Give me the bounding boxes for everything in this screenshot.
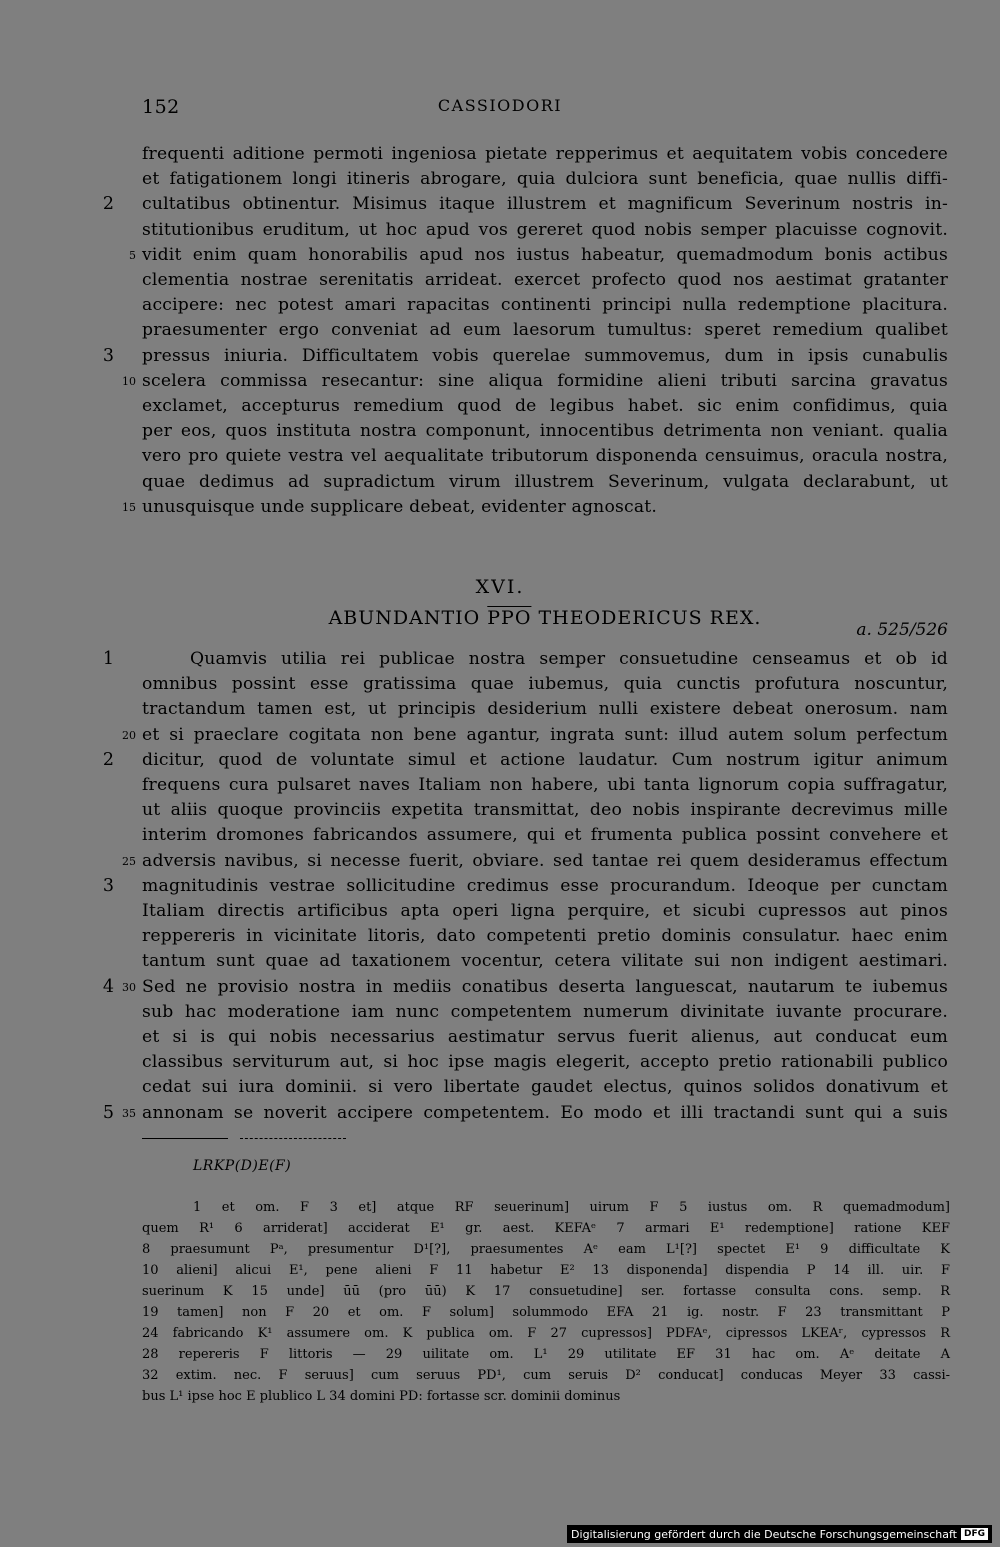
- text-line: vero pro quiete vestra vel aequalitate tributorum disponenda censuimus, oracula nostra,: [142, 446, 948, 467]
- text-line: cultatibus obtinentur. Misimus itaque illustrem et magnificum Severinum nostris in-: [142, 194, 948, 215]
- dfg-logo: DFG: [961, 1528, 988, 1540]
- letter-line: adversis navibus, si necesse fuerit, obviare. sed tantae rei quem desideramus effectum: [142, 850, 948, 871]
- chapter-heading: [0, 607, 1000, 629]
- letter-line: cedat sui iura dominii. si vero libertate gaudet electus, quinos solidos donativum et: [142, 1077, 948, 1098]
- apparatus-line: 24 fabricando K¹ assumere om. K publica om. F 27 cupressos] PDFAᵉ, cipressos LKEAʳ, cypressos R: [142, 1326, 950, 1341]
- text-line: pressus iniuria. Difficultatem vobis querelae summovemus, dum in ipsis cunabulis: [142, 345, 948, 366]
- text-line: unusquisque unde supplicare debeat, evidenter agnoscat.: [142, 496, 658, 517]
- apparatus-line: 8 praesumunt Pᵃ, presumentur D¹[?], praesumentes Aᵉ eam L¹[?] spectet E¹ 9 difficultate K: [142, 1242, 950, 1257]
- text-line: quae dedimus ad supradictum virum illustrem Severinum, vulgata declarabunt, ut: [142, 471, 948, 492]
- footer-text: Digitalisierung gefördert durch die Deutsche Forschungsgemeinschaft: [571, 1527, 957, 1541]
- text-line: clementia nostrae serenitatis arrideat. exercet profecto quod nos aestimat gratanter: [142, 270, 948, 290]
- apparatus-line: bus L¹ ipse hoc E plublico L 34 domini PD: fortasse scr. dominii dominus: [142, 1389, 621, 1404]
- letter-line: et si praeclare cogitata non bene agantur, ingrata sunt: illud autem solum perfectum: [142, 724, 948, 745]
- section-number: 2: [102, 194, 114, 215]
- letter-line: tractandum tamen est, ut principis desiderium nulli existere debeat onerosum. nam: [142, 699, 948, 720]
- line-number: 25: [122, 854, 136, 868]
- apparatus-line: suerinum K 15 unde] ūū (pro ūū) K 17 consuetudine] ser. fortasse consulta cons. semp. R: [142, 1284, 950, 1299]
- letter-line: Sed ne provisio nostra in mediis conatibus deserta languescat, nautarum te iubemus: [142, 976, 948, 997]
- letter-line: classibus serviturum aut, si hoc ipse magis elegerit, accepto pretio rationabili publico: [142, 1052, 948, 1073]
- letter-line: ut aliis quoque provinciis expetita transmittat, deo nobis inspirante decrevimus mille: [142, 800, 948, 821]
- chapter-numeral: XVI.: [475, 576, 525, 598]
- apparatus-line: 10 alieni] alicui E¹, pene alieni F 11 habetur E² 13 disponenda] dispendia P 14 ill. uir. F: [142, 1263, 950, 1278]
- letter-line: frequens cura pulsaret naves Italiam non habere, ubi tanta lignorum copia suffragatur,: [142, 775, 948, 795]
- letter-line: tantum sunt quae ad taxationem vocentur, cetera vilitate sui non indigent aestimari.: [142, 951, 948, 972]
- text-line: praesumenter ergo conveniat ad eum laesorum tumultus: speret remedium qualibet: [142, 320, 948, 341]
- line-number: 5: [129, 248, 136, 262]
- letter-line: interim dromones fabricandos assumere, qui et frumenta publica possint convehere et: [142, 825, 948, 846]
- line-number: 10: [122, 374, 136, 388]
- manuscript-sigla: LRKP(D)E(F): [193, 1158, 292, 1174]
- line-number: 30: [122, 980, 136, 994]
- apparatus-line: 28 repereris F littoris — 29 uilitate om. L¹ 29 utilitate EF 31 hac om. Aᵉ deitate A: [142, 1347, 950, 1362]
- letter-line: et si is qui nobis necessarius aestimatur servus fuerit alienus, aut conducat eum: [142, 1027, 948, 1047]
- line-number: 15: [122, 500, 136, 514]
- letter-line: reppereris in vicinitate litoris, dato competenti pretio dominis consulatur. haec enim: [142, 926, 948, 947]
- letter-line: magnitudinis vestrae sollicitudine credimus esse procurandum. Ideoque per cunctam: [142, 875, 948, 896]
- section-number: 2: [102, 749, 114, 770]
- footnote-rule-2: [240, 1138, 346, 1139]
- apparatus-line: 32 extim. nec. F seruus] cum seruus PD¹, cum seruis D² conducat] conducas Meyer 33 cassi-: [142, 1368, 950, 1383]
- running-title: CASSIODORI: [437, 96, 563, 115]
- letter-line: sub hac moderatione iam nunc competentem numerum divinitate iuvante procurare.: [142, 1001, 948, 1022]
- chapter-date: a. 525/526: [856, 620, 948, 640]
- text-line: frequenti aditione permoti ingeniosa pietate repperimus et aequitatem vobis concedere: [142, 144, 948, 164]
- text-line: et fatigationem longi itineris abrogare, quia dulciora sunt beneficia, quae nullis diffi-: [142, 169, 948, 190]
- section-number: 5: [102, 1102, 114, 1123]
- heading-sender: THEODERICUS REX.: [531, 607, 762, 629]
- digitization-footer: [567, 1525, 992, 1543]
- text-line: exclamet, accepturus remedium quod de legibus habet. sic enim confidimus, quia: [142, 396, 948, 416]
- text-line: accipere: nec potest amari rapacitas continenti principi nulla redemptione placitura.: [142, 295, 948, 316]
- line-number: 20: [122, 728, 136, 742]
- section-number: 3: [102, 345, 114, 366]
- line-number: 35: [122, 1106, 136, 1120]
- letter-line: annonam se noverit accipere competentem. Eo modo et illi tractandi sunt qui a suis: [142, 1102, 948, 1123]
- page-number: 152: [142, 96, 180, 118]
- text-line: vidit enim quam honorabilis apud nos iustus habeatur, quemadmodum bonis actibus: [142, 244, 948, 265]
- letter-line: dicitur, quod de voluntate simul et actione laudatur. Cum nostrum igitur animum: [142, 749, 948, 770]
- apparatus-line: 1 et om. F 3 et] atque RF seuerinum] uirum F 5 iustus om. R quemadmodum]: [193, 1200, 950, 1215]
- apparatus-line: quem R¹ 6 arriderat] acciderat E¹ gr. aest. KEFAᵉ 7 armari E¹ redemptione] ratione KEF: [142, 1221, 950, 1236]
- text-line: per eos, quos instituta nostra componunt, innocentibus detrimenta non veniant. qualia: [142, 421, 948, 442]
- letter-line: Quamvis utilia rei publicae nostra semper consuetudine censeamus et ob id: [190, 649, 948, 669]
- heading-addressee: ABUNDANTIO: [328, 607, 488, 629]
- section-number: 1: [102, 649, 114, 669]
- section-number: 3: [102, 875, 114, 896]
- letter-line: Italiam directis artificibus apta operi ligna perquire, et sicubi cupressos aut pinos: [142, 901, 948, 921]
- text-line: scelera commissa resecantur: sine aliqua formidine alieni tributi sarcina gravatus: [142, 370, 948, 391]
- apparatus-line: 19 tamen] non F 20 et om. F solum] solummodo EFA 21 ig. nostr. F 23 transmittant P: [142, 1305, 950, 1320]
- letter-line: omnibus possint esse gratissima quae iubemus, quia cunctis profutura noscuntur,: [142, 674, 948, 695]
- section-number: 4: [102, 976, 114, 997]
- footnote-rule: [142, 1138, 228, 1139]
- text-line: stitutionibus eruditum, ut hoc apud vos gereret quod nobis semper placuisse cognovit.: [142, 219, 948, 240]
- heading-ppo: $\overline{PPO}$: [487, 607, 532, 629]
